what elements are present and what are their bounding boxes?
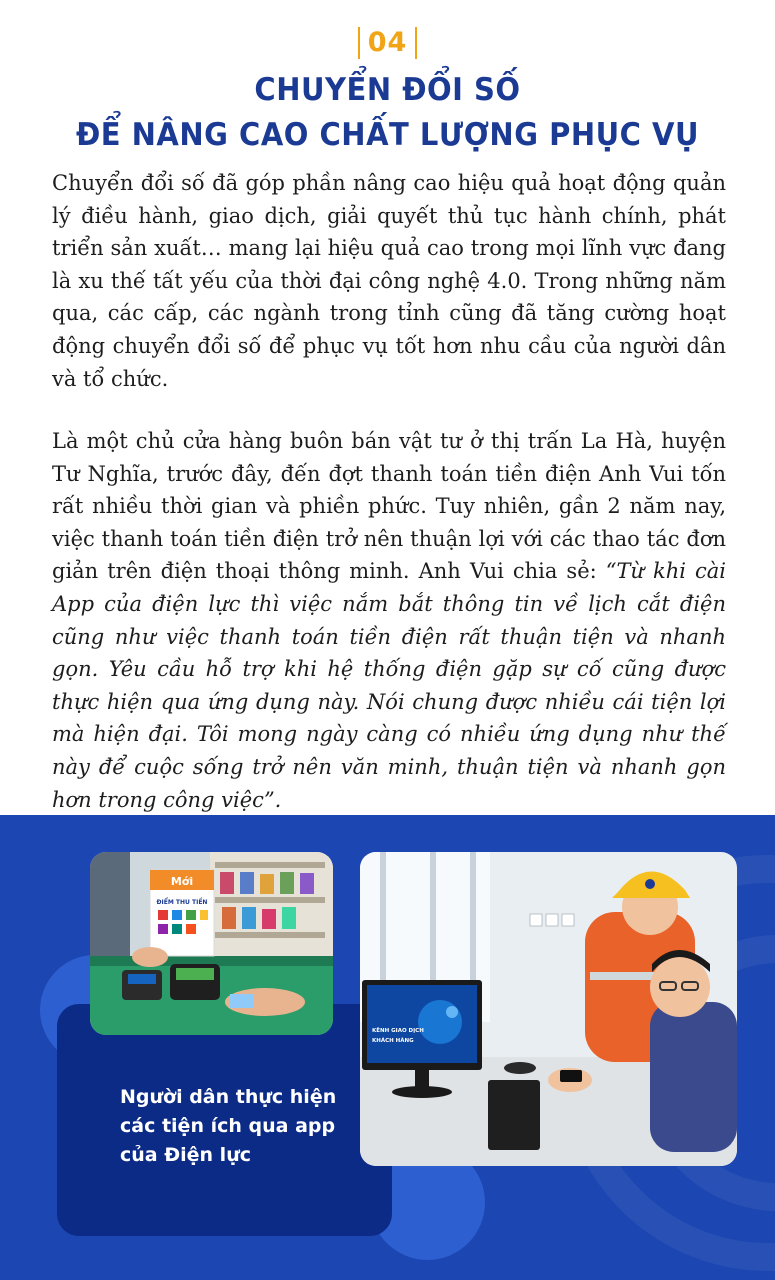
caption-line-3: của Điện lực	[120, 1144, 251, 1166]
sign-top-text: Mới	[170, 875, 194, 888]
section-number-bar-left	[358, 27, 360, 59]
photo-payment-point	[90, 852, 333, 1035]
title-line-1: CHUYỂN ĐỔI SỐ	[254, 70, 521, 108]
paragraph-2-intro: Là một chủ cửa hàng buôn bán vật tư ở thị trấn La Hà, huyện Tư Nghĩa, trước đây, đến đợt thanh toán tiền điện Anh Vui tốn rất nhiều thời gian và phiền phức. Tuy nhiên, gần 2 năm nay, việc thanh toán tiền điện trở nên thuận lợi với các thao tác đơn giản trên điện thoại thông minh. Anh Vui chia sẻ:	[52, 429, 726, 584]
photo-customer-service	[360, 852, 737, 1166]
section-number-bar-right	[415, 27, 417, 59]
paragraph-2	[52, 425, 726, 816]
paragraph-2-quote: “Từ khi cài App của điện lực thì việc nắm bắt thông tin về lịch cắt điện cũng như việc thanh toán tiền điện rất thuận tiện và nhanh gọn. Yêu cầu hỗ trợ khi hệ thống điện gặp sự cố cũng được thực hiện qua ứng dụng này. Nói chung được nhiều cái tiện lợi mà hiện đại. Tôi mong ngày càng có nhiều ứng dụng như thế này để cuộc sống trở nên văn minh, thuận tiện và nhanh gọn hơn trong công việc”.	[52, 559, 726, 812]
screen-text-line-1: KÊNH GIAO DỊCH	[372, 1028, 424, 1034]
caption-line-2: các tiện ích qua app	[120, 1115, 336, 1137]
title-line-2: ĐỂ NÂNG CAO CHẤT LƯỢNG PHỤC VỤ	[75, 115, 700, 153]
section-number-text: 04	[367, 27, 408, 58]
photo-payment-point-illustration	[90, 852, 333, 1035]
screen-text-line-2: KHÁCH HÀNG	[372, 1038, 414, 1044]
photo-customer-service-illustration	[360, 852, 737, 1166]
sign-main-text: ĐIỂM THU TIỀN	[156, 899, 208, 906]
photo-caption	[120, 1083, 380, 1170]
caption-line-1: Người dân thực hiện	[120, 1086, 337, 1108]
paragraph-1: Chuyển đổi số đã góp phần nâng cao hiệu quả hoạt động quản lý điều hành, giao dịch, giải quyết thủ tục hành chính, phát triển sản xuất… mang lại hiệu quả cao trong mọi lĩnh vực đang là xu thế tất yếu của thời đại công nghệ 4.0. Trong những năm qua, các cấp, các ngành trong tỉnh cũng đã tăng cường hoạt động chuyển đổi số để phục vụ tốt hơn nhu cầu của người dân và tổ chức.	[52, 171, 726, 391]
section-number	[0, 26, 775, 59]
